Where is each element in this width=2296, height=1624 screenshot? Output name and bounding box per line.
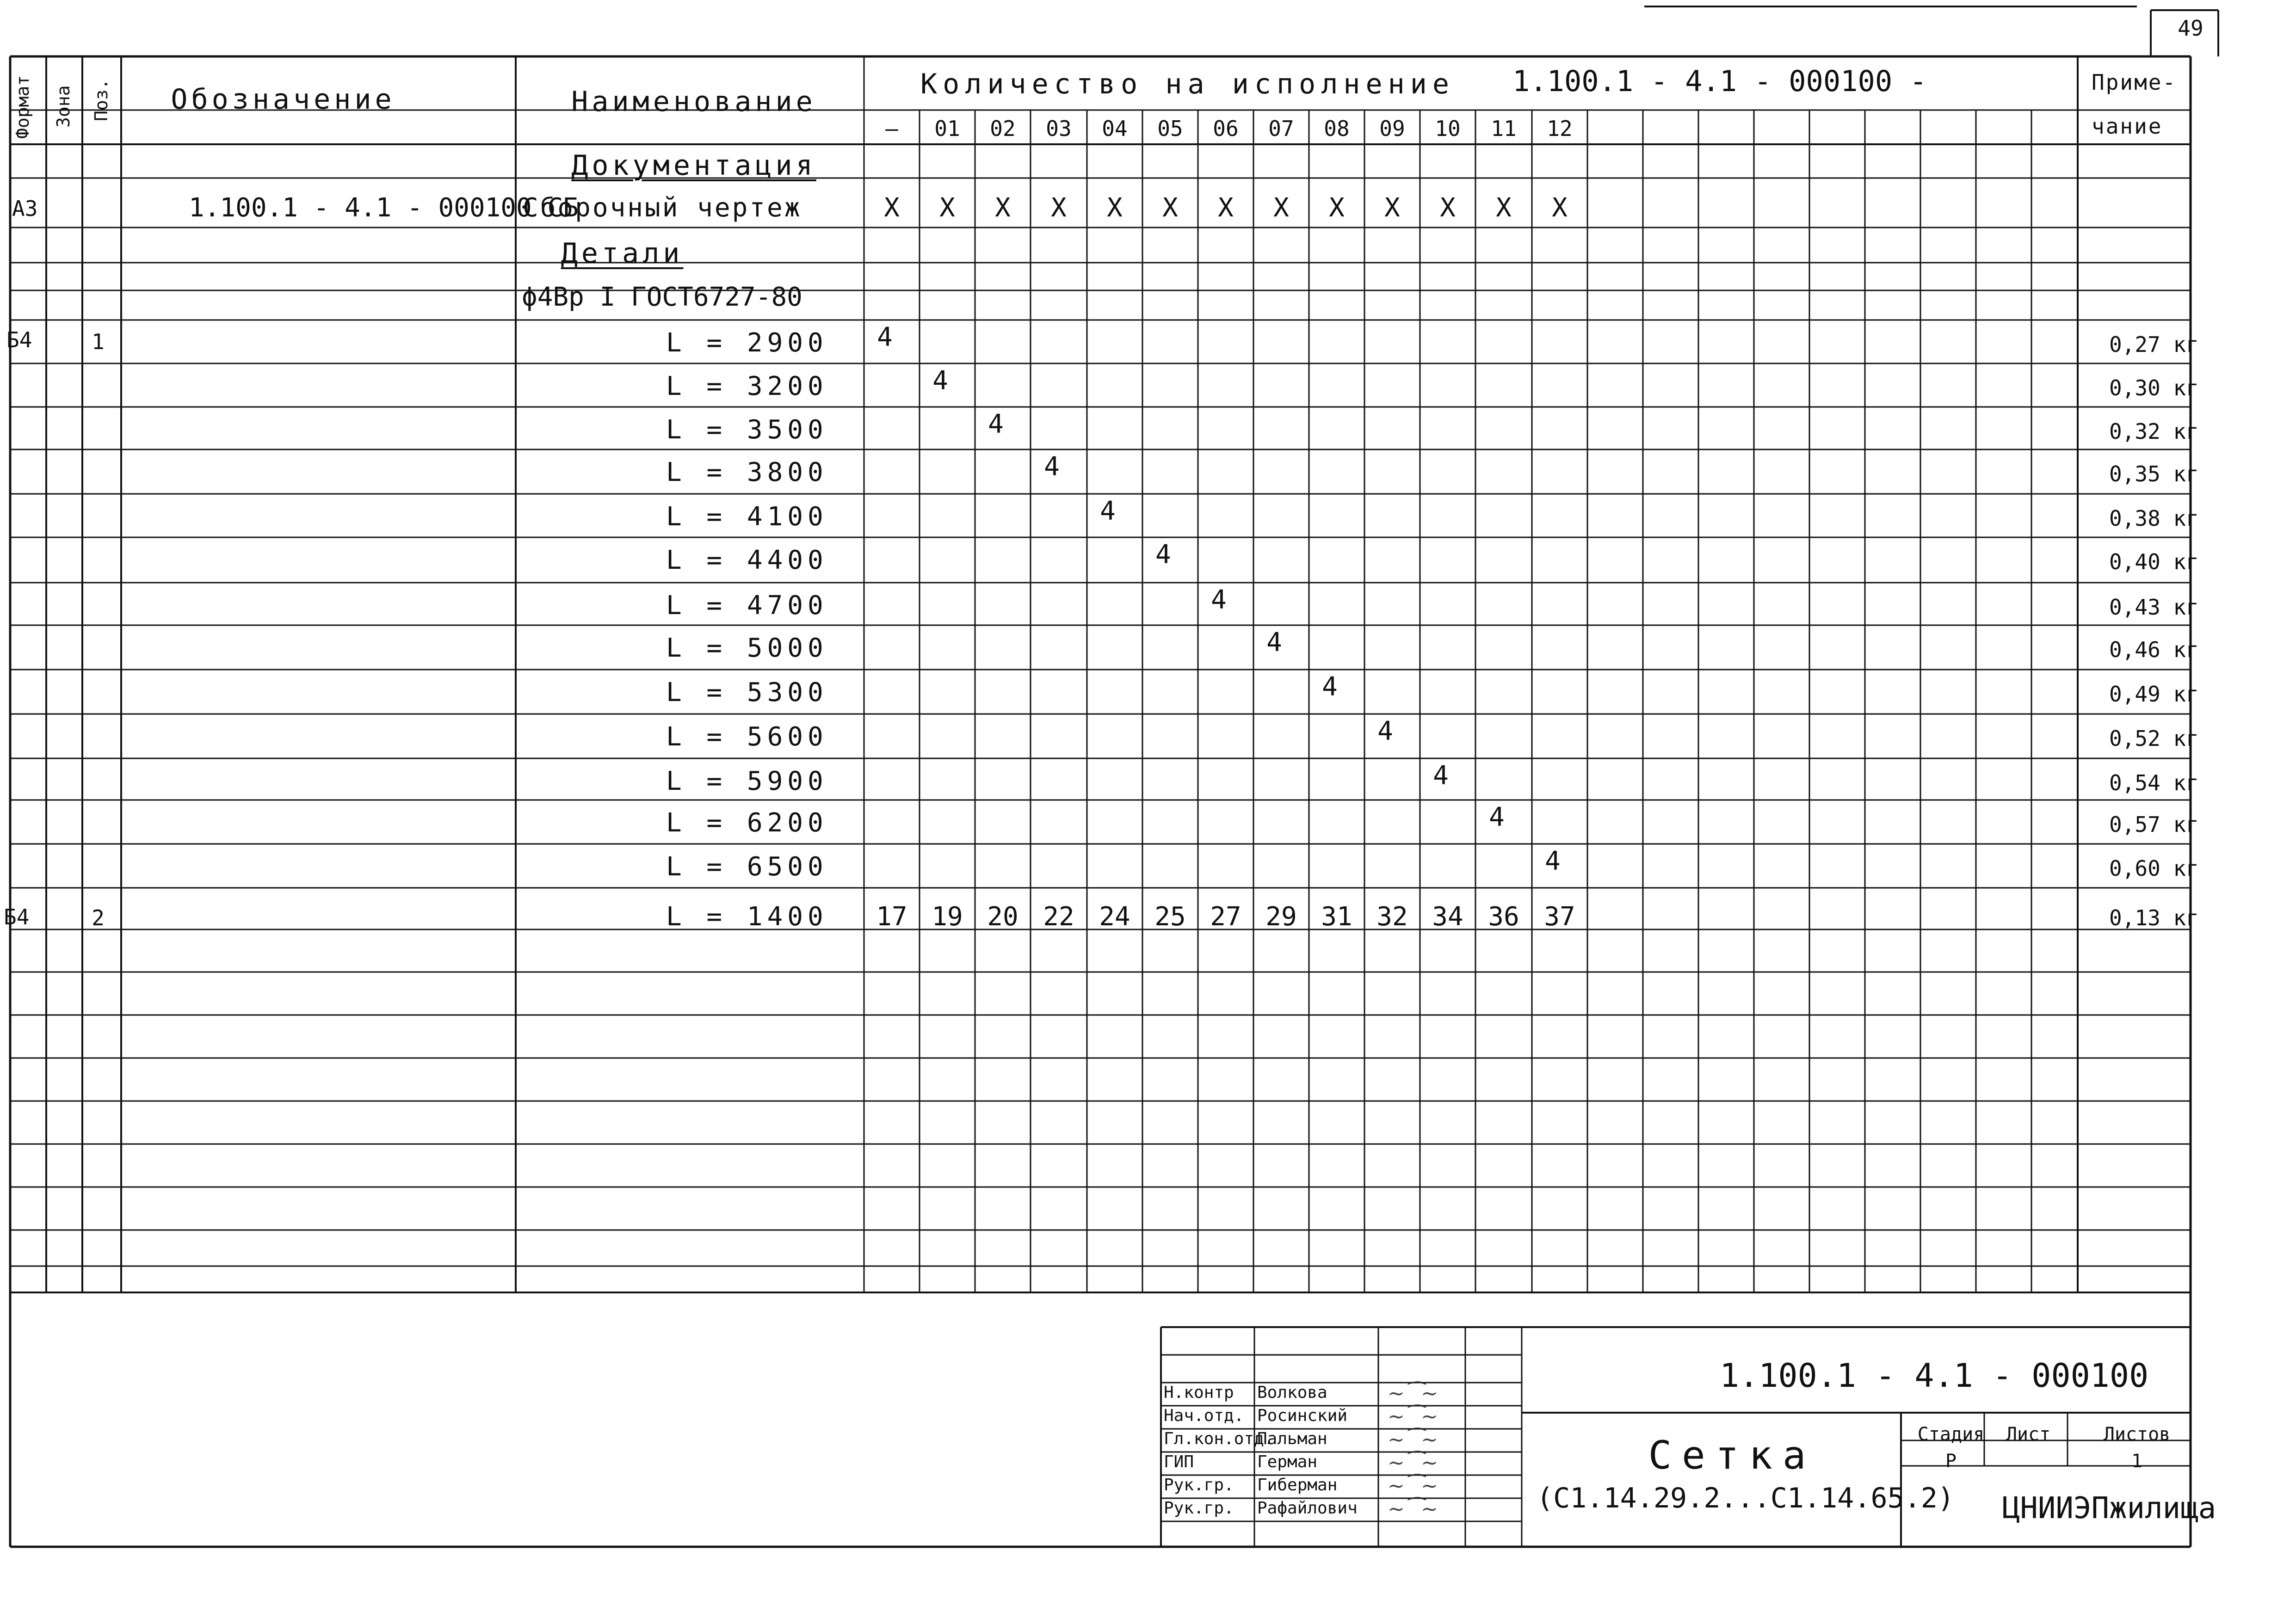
title-block-subtitle: (С1.14.29.2...С1.14.65.2) bbox=[1537, 1482, 1955, 1514]
sheets-value: 1 bbox=[2131, 1451, 2143, 1472]
length-note: 0,43 кг bbox=[2109, 595, 2199, 620]
staff-role: Рук.гр. bbox=[1164, 1499, 1234, 1518]
length-qty: 4 bbox=[1100, 496, 1116, 526]
pos2-qty: 31 bbox=[1321, 902, 1352, 932]
header-note-line1: Приме- bbox=[2092, 70, 2177, 95]
staff-role: Н.контр bbox=[1164, 1383, 1234, 1402]
doc-variant-mark: X bbox=[1440, 193, 1456, 223]
variant-label: 01 bbox=[934, 116, 960, 141]
pos2-qty: 36 bbox=[1488, 902, 1519, 932]
doc-variant-mark: X bbox=[1384, 193, 1400, 223]
doc-variant-mark: X bbox=[1496, 193, 1512, 223]
staff-role: Рук.гр. bbox=[1164, 1476, 1234, 1495]
header-designation: Обозначение bbox=[171, 83, 395, 116]
sheet-number: 49 bbox=[2178, 16, 2203, 41]
doc-variant-mark: X bbox=[939, 193, 955, 223]
pos2-qty: 25 bbox=[1154, 902, 1186, 932]
staff-name: Герман bbox=[1257, 1452, 1318, 1471]
pos2-qty: 20 bbox=[987, 902, 1018, 932]
length-name: L = 4400 bbox=[666, 545, 828, 575]
length-note: 0,60 кг bbox=[2109, 856, 2199, 881]
pos2-qty: 34 bbox=[1432, 902, 1463, 932]
length-qty: 4 bbox=[1211, 585, 1227, 615]
section-documentation: Документация bbox=[571, 149, 816, 182]
length-qty: 4 bbox=[1489, 802, 1505, 832]
length-name: L = 3500 bbox=[666, 415, 828, 445]
doc-variant-mark: X bbox=[1107, 193, 1123, 223]
header-qty-title: Количество на исполнение bbox=[920, 68, 1455, 100]
staff-signature: ~⁀~ bbox=[1388, 1474, 1438, 1498]
pos2-note: 0,13 кг bbox=[2109, 905, 2199, 930]
length-note: 0,40 кг bbox=[2109, 549, 2199, 574]
length-note: 0,30 кг bbox=[2109, 375, 2199, 400]
doc-name: Сборочный чертеж bbox=[523, 193, 802, 223]
length-note: 0,57 кг bbox=[2109, 812, 2199, 837]
variant-label: 05 bbox=[1157, 116, 1183, 141]
length-note: 0,35 кг bbox=[2109, 461, 2199, 486]
length-name: L = 4100 bbox=[666, 502, 828, 532]
length-name: L = 3800 bbox=[666, 457, 828, 487]
doc-variant-mark: X bbox=[1273, 193, 1289, 223]
staff-role: Гл.кон.отд. bbox=[1164, 1429, 1274, 1448]
section-parts: Детали bbox=[561, 237, 684, 270]
staff-name: Волкова bbox=[1257, 1383, 1327, 1402]
pos2-qty: 17 bbox=[876, 902, 907, 932]
header-pos: Поз. bbox=[91, 79, 111, 121]
length-qty: 4 bbox=[1044, 452, 1060, 482]
pos2-qty: 37 bbox=[1544, 902, 1575, 932]
pos2-qty: 32 bbox=[1376, 902, 1408, 932]
length-name: L = 5300 bbox=[666, 677, 828, 707]
length-name: L = 3200 bbox=[666, 371, 828, 401]
organization: ЦНИИЭПжилища bbox=[2002, 1491, 2216, 1526]
variant-label: 10 bbox=[1435, 116, 1461, 141]
length-name: L = 2900 bbox=[666, 328, 828, 358]
material-spec: ϕ4Вр I ГОСТ6727-80 bbox=[522, 282, 802, 312]
doc-variant-mark: X bbox=[1218, 193, 1234, 223]
pos2-qty: 22 bbox=[1043, 902, 1074, 932]
doc-variant-mark: X bbox=[1051, 193, 1067, 223]
length-note: 0,32 кг bbox=[2109, 419, 2199, 444]
staff-signature: ~⁀~ bbox=[1388, 1451, 1438, 1475]
variant-label: — bbox=[885, 116, 898, 141]
header-name: Наименование bbox=[571, 86, 816, 118]
staff-role: ГИП bbox=[1164, 1452, 1194, 1471]
length-name: L = 5000 bbox=[666, 633, 828, 663]
title-block-code: 1.100.1 - 4.1 - 000100 bbox=[1720, 1357, 2149, 1395]
length-name: L = 4700 bbox=[666, 591, 828, 621]
pos2-name: L = 1400 bbox=[666, 902, 828, 932]
variant-label: 12 bbox=[1547, 116, 1573, 141]
pos2-format: Б4 bbox=[4, 904, 30, 929]
length-note: 0,46 кг bbox=[2109, 637, 2199, 662]
pos2-qty: 24 bbox=[1099, 902, 1130, 932]
length-name: L = 5600 bbox=[666, 722, 828, 752]
staff-signature: ~⁀~ bbox=[1388, 1382, 1438, 1405]
pos1-number: 1 bbox=[92, 329, 105, 354]
staff-signature: ~⁀~ bbox=[1388, 1497, 1438, 1521]
doc-designation: 1.100.1 - 4.1 - 000100 СБ bbox=[189, 193, 579, 223]
staff-signature: ~⁀~ bbox=[1388, 1405, 1438, 1428]
doc-variant-mark: X bbox=[1329, 193, 1345, 223]
title-block-title: Сетка bbox=[1648, 1433, 1816, 1478]
length-note: 0,52 кг bbox=[2109, 726, 2199, 751]
sheet-label: Лист bbox=[2006, 1424, 2051, 1445]
doc-variant-mark: X bbox=[1552, 193, 1568, 223]
length-note: 0,54 кг bbox=[2109, 770, 2199, 795]
length-qty: 4 bbox=[1322, 672, 1338, 702]
pos2-number: 2 bbox=[92, 905, 105, 930]
length-name: L = 6500 bbox=[666, 852, 828, 882]
variant-label: 06 bbox=[1213, 116, 1239, 141]
variant-label: 08 bbox=[1324, 116, 1350, 141]
length-qty: 4 bbox=[1545, 846, 1561, 876]
pos2-qty: 29 bbox=[1265, 902, 1297, 932]
pos2-qty: 27 bbox=[1210, 902, 1241, 932]
length-note: 0,49 кг bbox=[2109, 682, 2199, 707]
variant-label: 02 bbox=[990, 116, 1016, 141]
doc-variant-mark: X bbox=[1162, 193, 1178, 223]
stage-label: Стадия bbox=[1917, 1424, 1985, 1445]
staff-signature: ~⁀~ bbox=[1388, 1428, 1438, 1452]
length-name: L = 5900 bbox=[666, 766, 828, 796]
length-qty: 4 bbox=[1433, 761, 1449, 791]
doc-variant-mark: X bbox=[884, 193, 900, 223]
length-qty: 4 bbox=[1377, 716, 1393, 746]
staff-name: Рафайлович bbox=[1257, 1499, 1358, 1518]
pos2-qty: 19 bbox=[932, 902, 963, 932]
header-zone: Зона bbox=[53, 85, 74, 128]
length-qty: 4 bbox=[988, 409, 1004, 439]
length-note: 0,27 кг bbox=[2109, 332, 2199, 357]
header-format: Формат bbox=[12, 75, 33, 139]
length-qty: 4 bbox=[1266, 627, 1282, 658]
doc-format: А3 bbox=[12, 196, 38, 221]
length-qty: 4 bbox=[877, 322, 893, 352]
staff-role: Нач.отд. bbox=[1164, 1406, 1244, 1425]
variant-label: 04 bbox=[1102, 116, 1128, 141]
staff-name: Гиберман bbox=[1257, 1476, 1338, 1495]
pos1-format: Б4 bbox=[6, 327, 32, 352]
variant-label: 07 bbox=[1268, 116, 1294, 141]
length-note: 0,38 кг bbox=[2109, 506, 2199, 531]
header-qty-code: 1.100.1 - 4.1 - 000100 - bbox=[1512, 64, 1927, 98]
header-note-line2: чание bbox=[2092, 114, 2163, 139]
staff-name: Пальман bbox=[1257, 1429, 1327, 1448]
variant-label: 11 bbox=[1491, 116, 1517, 141]
variant-label: 03 bbox=[1046, 116, 1072, 141]
sheets-label: Листов bbox=[2103, 1424, 2171, 1445]
length-qty: 4 bbox=[932, 366, 948, 396]
doc-variant-mark: X bbox=[995, 193, 1011, 223]
length-qty: 4 bbox=[1155, 540, 1171, 570]
stage-value: Р bbox=[1945, 1451, 1957, 1472]
staff-name: Росинский bbox=[1257, 1406, 1348, 1425]
length-name: L = 6200 bbox=[666, 808, 828, 838]
variant-label: 09 bbox=[1379, 116, 1405, 141]
